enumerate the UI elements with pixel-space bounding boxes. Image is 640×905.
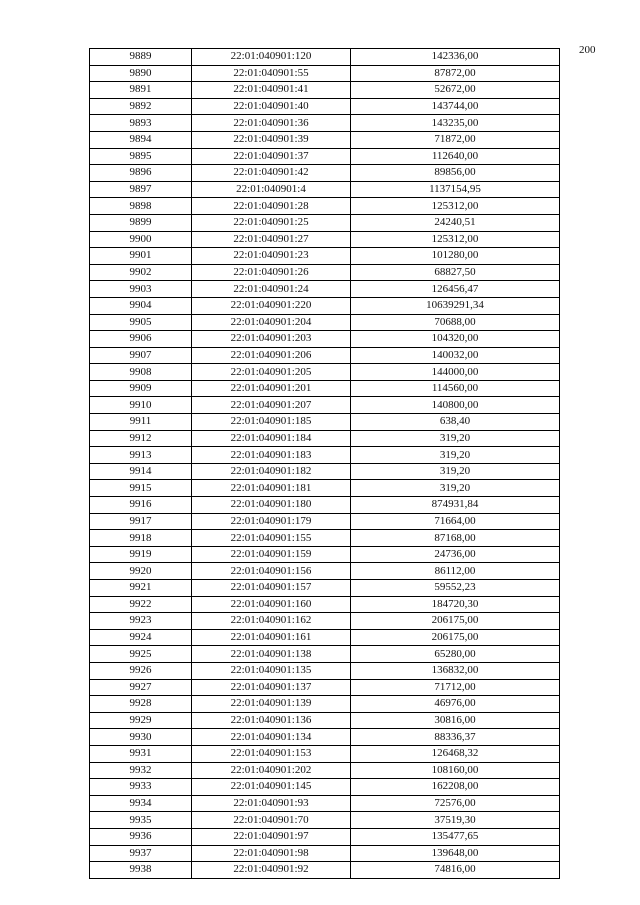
cadastral-number-cell: 22:01:040901:204 xyxy=(192,314,351,331)
cadastral-number-cell: 22:01:040901:36 xyxy=(192,115,351,132)
table-row xyxy=(90,696,560,713)
row-number-cell: 9917 xyxy=(90,513,192,530)
cadastral-number-cell: 22:01:040901:139 xyxy=(192,696,351,713)
cadastral-value-cell: 184720,30 xyxy=(351,596,560,613)
cadastral-number-cell: 22:01:040901:180 xyxy=(192,497,351,514)
table-row xyxy=(90,812,560,829)
row-number-cell: 9890 xyxy=(90,65,192,82)
row-number-cell: 9934 xyxy=(90,795,192,812)
table-row xyxy=(90,613,560,630)
row-number-cell: 9919 xyxy=(90,546,192,563)
row-number-cell: 9924 xyxy=(90,629,192,646)
cadastral-number-cell: 22:01:040901:145 xyxy=(192,779,351,796)
row-number-cell: 9893 xyxy=(90,115,192,132)
cadastral-number-cell: 22:01:040901:25 xyxy=(192,214,351,231)
cadastral-value-cell: 135477,65 xyxy=(351,828,560,845)
cadastral-value-cell: 101280,00 xyxy=(351,248,560,265)
row-number-cell: 9906 xyxy=(90,331,192,348)
table-body xyxy=(90,49,560,879)
cadastral-value-cell: 104320,00 xyxy=(351,331,560,348)
cadastral-number-cell: 22:01:040901:161 xyxy=(192,629,351,646)
cadastral-value-cell: 114560,00 xyxy=(351,380,560,397)
table-row xyxy=(90,530,560,547)
cadastral-value-cell: 87872,00 xyxy=(351,65,560,82)
cadastral-value-cell: 143235,00 xyxy=(351,115,560,132)
row-number-cell: 9898 xyxy=(90,198,192,215)
cadastral-number-cell: 22:01:040901:98 xyxy=(192,845,351,862)
table-row xyxy=(90,596,560,613)
cadastral-value-cell: 144000,00 xyxy=(351,364,560,381)
cadastral-value-cell: 139648,00 xyxy=(351,845,560,862)
cadastral-number-cell: 22:01:040901:134 xyxy=(192,729,351,746)
table-row xyxy=(90,364,560,381)
table-row xyxy=(90,447,560,464)
row-number-cell: 9894 xyxy=(90,131,192,148)
row-number-cell: 9904 xyxy=(90,297,192,314)
cadastral-number-cell: 22:01:040901:37 xyxy=(192,148,351,165)
cadastral-value-cell: 71664,00 xyxy=(351,513,560,530)
cadastral-value-cell: 71712,00 xyxy=(351,679,560,696)
cadastral-number-cell: 22:01:040901:4 xyxy=(192,181,351,198)
row-number-cell: 9921 xyxy=(90,580,192,597)
table-row xyxy=(90,181,560,198)
row-number-cell: 9926 xyxy=(90,662,192,679)
cadastral-value-cell: 30816,00 xyxy=(351,712,560,729)
table-row xyxy=(90,98,560,115)
cadastral-number-cell: 22:01:040901:162 xyxy=(192,613,351,630)
row-number-cell: 9937 xyxy=(90,845,192,862)
cadastral-number-cell: 22:01:040901:120 xyxy=(192,49,351,66)
cadastral-value-cell: 140032,00 xyxy=(351,347,560,364)
table-row xyxy=(90,165,560,182)
cadastral-number-cell: 22:01:040901:205 xyxy=(192,364,351,381)
cadastral-value-cell: 1137154,95 xyxy=(351,181,560,198)
row-number-cell: 9899 xyxy=(90,214,192,231)
table-row xyxy=(90,729,560,746)
cadastral-number-cell: 22:01:040901:39 xyxy=(192,131,351,148)
table-row xyxy=(90,430,560,447)
cadastral-value-cell: 65280,00 xyxy=(351,646,560,663)
row-number-cell: 9931 xyxy=(90,745,192,762)
table-row xyxy=(90,762,560,779)
table-row xyxy=(90,264,560,281)
cadastral-number-cell: 22:01:040901:92 xyxy=(192,862,351,879)
cadastral-number-cell: 22:01:040901:41 xyxy=(192,82,351,99)
cadastral-number-cell: 22:01:040901:179 xyxy=(192,513,351,530)
cadastral-value-cell: 71872,00 xyxy=(351,131,560,148)
table-row xyxy=(90,231,560,248)
cadastral-value-cell: 638,40 xyxy=(351,414,560,431)
table-row xyxy=(90,214,560,231)
cadastral-value-cell: 125312,00 xyxy=(351,198,560,215)
row-number-cell: 9889 xyxy=(90,49,192,66)
cadastral-value-cell: 126468,32 xyxy=(351,745,560,762)
cadastral-value-cell: 319,20 xyxy=(351,480,560,497)
table-row xyxy=(90,646,560,663)
cadastral-value-cell: 206175,00 xyxy=(351,613,560,630)
table-row xyxy=(90,49,560,66)
cadastral-value-cell: 52672,00 xyxy=(351,82,560,99)
cadastral-value-cell: 89856,00 xyxy=(351,165,560,182)
cadastral-number-cell: 22:01:040901:220 xyxy=(192,297,351,314)
table-row xyxy=(90,845,560,862)
table-row xyxy=(90,115,560,132)
row-number-cell: 9930 xyxy=(90,729,192,746)
cadastral-number-cell: 22:01:040901:184 xyxy=(192,430,351,447)
table-row xyxy=(90,82,560,99)
cadastral-value-cell: 87168,00 xyxy=(351,530,560,547)
cadastral-number-cell: 22:01:040901:206 xyxy=(192,347,351,364)
cadastral-value-cell: 874931,84 xyxy=(351,497,560,514)
cadastral-number-cell: 22:01:040901:153 xyxy=(192,745,351,762)
cadastral-number-cell: 22:01:040901:93 xyxy=(192,795,351,812)
table-row xyxy=(90,248,560,265)
row-number-cell: 9929 xyxy=(90,712,192,729)
cadastral-number-cell: 22:01:040901:137 xyxy=(192,679,351,696)
cadastral-value-cell: 140800,00 xyxy=(351,397,560,414)
row-number-cell: 9927 xyxy=(90,679,192,696)
cadastral-number-cell: 22:01:040901:55 xyxy=(192,65,351,82)
row-number-cell: 9925 xyxy=(90,646,192,663)
cadastral-value-cell: 46976,00 xyxy=(351,696,560,713)
table-row xyxy=(90,795,560,812)
cadastral-number-cell: 22:01:040901:135 xyxy=(192,662,351,679)
cadastral-value-cell: 142336,00 xyxy=(351,49,560,66)
cadastral-value-cell: 206175,00 xyxy=(351,629,560,646)
cadastral-value-cell: 136832,00 xyxy=(351,662,560,679)
row-number-cell: 9907 xyxy=(90,347,192,364)
cadastral-value-cell: 70688,00 xyxy=(351,314,560,331)
row-number-cell: 9912 xyxy=(90,430,192,447)
table-row xyxy=(90,198,560,215)
cadastral-value-cell: 37519,30 xyxy=(351,812,560,829)
row-number-cell: 9923 xyxy=(90,613,192,630)
row-number-cell: 9910 xyxy=(90,397,192,414)
cadastral-value-cell: 319,20 xyxy=(351,463,560,480)
cadastral-value-cell: 72576,00 xyxy=(351,795,560,812)
table-row xyxy=(90,331,560,348)
cadastral-value-cell: 319,20 xyxy=(351,447,560,464)
cadastral-value-cell: 126456,47 xyxy=(351,281,560,298)
cadastral-value-cell: 24736,00 xyxy=(351,546,560,563)
row-number-cell: 9905 xyxy=(90,314,192,331)
row-number-cell: 9892 xyxy=(90,98,192,115)
cadastral-number-cell: 22:01:040901:70 xyxy=(192,812,351,829)
cadastral-number-cell: 22:01:040901:155 xyxy=(192,530,351,547)
row-number-cell: 9932 xyxy=(90,762,192,779)
cadastral-number-cell: 22:01:040901:207 xyxy=(192,397,351,414)
table-row xyxy=(90,148,560,165)
cadastral-value-cell: 24240,51 xyxy=(351,214,560,231)
cadastral-number-cell: 22:01:040901:23 xyxy=(192,248,351,265)
table-row xyxy=(90,546,560,563)
row-number-cell: 9922 xyxy=(90,596,192,613)
table-row xyxy=(90,513,560,530)
cadastral-number-cell: 22:01:040901:203 xyxy=(192,331,351,348)
table-row xyxy=(90,397,560,414)
table-row xyxy=(90,862,560,879)
cadastral-value-cell: 10639291,34 xyxy=(351,297,560,314)
table-row xyxy=(90,679,560,696)
row-number-cell: 9920 xyxy=(90,563,192,580)
table-row xyxy=(90,463,560,480)
cadastral-number-cell: 22:01:040901:201 xyxy=(192,380,351,397)
cadastral-number-cell: 22:01:040901:181 xyxy=(192,480,351,497)
row-number-cell: 9903 xyxy=(90,281,192,298)
cadastral-value-cell: 59552,23 xyxy=(351,580,560,597)
cadastral-number-cell: 22:01:040901:28 xyxy=(192,198,351,215)
row-number-cell: 9928 xyxy=(90,696,192,713)
row-number-cell: 9933 xyxy=(90,779,192,796)
table-row xyxy=(90,131,560,148)
table-row xyxy=(90,662,560,679)
cadastral-value-cell: 68827,50 xyxy=(351,264,560,281)
cadastral-number-cell: 22:01:040901:185 xyxy=(192,414,351,431)
row-number-cell: 9918 xyxy=(90,530,192,547)
cadastral-number-cell: 22:01:040901:183 xyxy=(192,447,351,464)
cadastral-number-cell: 22:01:040901:42 xyxy=(192,165,351,182)
row-number-cell: 9914 xyxy=(90,463,192,480)
cadastral-number-cell: 22:01:040901:138 xyxy=(192,646,351,663)
row-number-cell: 9915 xyxy=(90,480,192,497)
cadastral-value-cell: 86112,00 xyxy=(351,563,560,580)
cadastral-value-cell: 108160,00 xyxy=(351,762,560,779)
table-row xyxy=(90,480,560,497)
table-row xyxy=(90,314,560,331)
cadastral-value-cell: 143744,00 xyxy=(351,98,560,115)
row-number-cell: 9909 xyxy=(90,380,192,397)
row-number-cell: 9896 xyxy=(90,165,192,182)
table-row xyxy=(90,580,560,597)
table-row xyxy=(90,629,560,646)
table-row xyxy=(90,497,560,514)
row-number-cell: 9913 xyxy=(90,447,192,464)
page-number: 200 xyxy=(579,44,596,56)
cadastral-number-cell: 22:01:040901:27 xyxy=(192,231,351,248)
cadastral-value-cell: 112640,00 xyxy=(351,148,560,165)
row-number-cell: 9902 xyxy=(90,264,192,281)
cadastral-value-cell: 88336,37 xyxy=(351,729,560,746)
table-row xyxy=(90,380,560,397)
cadastral-value-cell: 319,20 xyxy=(351,430,560,447)
row-number-cell: 9936 xyxy=(90,828,192,845)
row-number-cell: 9935 xyxy=(90,812,192,829)
cadastral-number-cell: 22:01:040901:182 xyxy=(192,463,351,480)
row-number-cell: 9897 xyxy=(90,181,192,198)
table-row xyxy=(90,65,560,82)
cadastral-number-cell: 22:01:040901:136 xyxy=(192,712,351,729)
cadastral-value-table xyxy=(89,48,560,879)
table-row xyxy=(90,414,560,431)
table-row xyxy=(90,745,560,762)
table-row xyxy=(90,347,560,364)
row-number-cell: 9908 xyxy=(90,364,192,381)
cadastral-number-cell: 22:01:040901:157 xyxy=(192,580,351,597)
row-number-cell: 9938 xyxy=(90,862,192,879)
cadastral-number-cell: 22:01:040901:26 xyxy=(192,264,351,281)
cadastral-value-cell: 162208,00 xyxy=(351,779,560,796)
cadastral-number-cell: 22:01:040901:159 xyxy=(192,546,351,563)
row-number-cell: 9901 xyxy=(90,248,192,265)
table-row xyxy=(90,563,560,580)
cadastral-number-cell: 22:01:040901:97 xyxy=(192,828,351,845)
table-row xyxy=(90,712,560,729)
table-row xyxy=(90,297,560,314)
cadastral-number-cell: 22:01:040901:40 xyxy=(192,98,351,115)
cadastral-number-cell: 22:01:040901:24 xyxy=(192,281,351,298)
row-number-cell: 9891 xyxy=(90,82,192,99)
row-number-cell: 9911 xyxy=(90,414,192,431)
cadastral-value-cell: 125312,00 xyxy=(351,231,560,248)
cadastral-number-cell: 22:01:040901:160 xyxy=(192,596,351,613)
row-number-cell: 9900 xyxy=(90,231,192,248)
table-row xyxy=(90,828,560,845)
table-row xyxy=(90,281,560,298)
row-number-cell: 9916 xyxy=(90,497,192,514)
cadastral-number-cell: 22:01:040901:202 xyxy=(192,762,351,779)
cadastral-value-cell: 74816,00 xyxy=(351,862,560,879)
row-number-cell: 9895 xyxy=(90,148,192,165)
table-row xyxy=(90,779,560,796)
cadastral-number-cell: 22:01:040901:156 xyxy=(192,563,351,580)
